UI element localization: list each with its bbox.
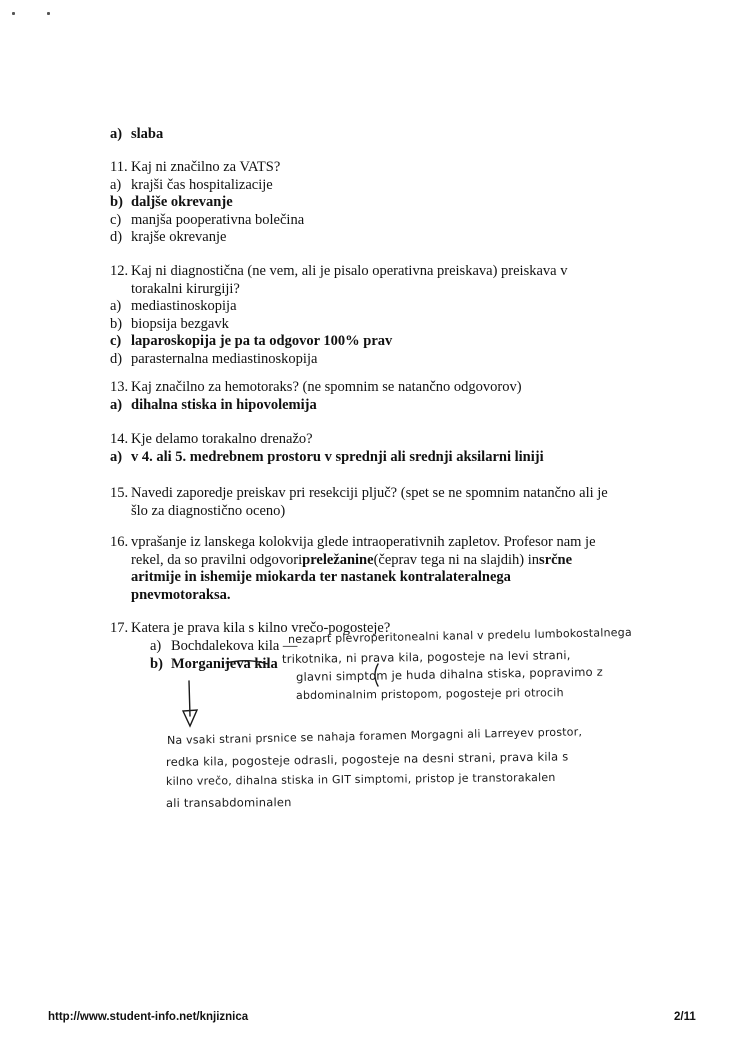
footer-url: http://www.student-info.net/knjiznica <box>48 1011 249 1023</box>
handwriting-b-line1: trikotnika, ni prava kila, pogosteje na levi strani, <box>281 647 571 666</box>
answer-option-d: d) parasternalna mediastinoskopija <box>110 350 318 367</box>
page-number: 2/11 <box>674 1011 696 1023</box>
answer-option-a: a) Bochdalekova kila — <box>150 638 298 654</box>
handwriting-note-line2: redka kila, pogosteje odrasli, pogosteje na desni strani, prava kila s <box>165 749 569 769</box>
answer-option-a: a) slaba <box>110 126 164 142</box>
question-text: 15. Navedi zaporedje preiskav pri resekciji pljuč? (spet se ne spomnim natančno ali je <box>110 485 608 501</box>
question-14 <box>110 431 670 466</box>
scan-mark <box>12 12 15 15</box>
answer-option-c: c) laparoskopija je pa ta odgovor 100% prav <box>110 333 393 350</box>
question-text-continued: aritmije in ishemije miokarda ter nastanek kontralateralnega <box>131 569 511 586</box>
answer-option-d: d) krajše okrevanje <box>110 229 227 246</box>
question-text: 11. Kaj ni značilno za VATS? <box>110 159 281 175</box>
question-16 <box>110 534 670 604</box>
handwriting-b-line3: abdominalnim pristopom, pogosteje pri otrocih <box>295 686 564 702</box>
handwriting-b-line2: glavni simptom je huda dihalna stiska, popravimo z <box>295 664 604 684</box>
scan-mark <box>47 12 50 15</box>
answer-option-a: a) mediastinoskopija <box>110 298 237 315</box>
question-text-continued: pnevmotoraksa. <box>131 586 231 603</box>
question-15 <box>110 485 670 520</box>
question-11 <box>110 159 670 247</box>
question-text-continued: torakalni kirurgiji? <box>131 280 240 297</box>
answer-option-a: a) krajši čas hospitalizacije <box>110 176 273 193</box>
question-text: 13. Kaj značilno za hemotoraks? (ne spomnim se natančno odgovorov) <box>110 379 522 395</box>
answer-option-b: b) daljše okrevanje <box>110 194 233 211</box>
question-13 <box>110 379 670 414</box>
handwriting-note-line1: Na vsaki strani prsnice se nahaja foramen Morgagni ali Larreyev prostor, <box>166 725 583 747</box>
answer-option-c: c) manjša pooperativna bolečina <box>110 211 305 228</box>
handwriting-a-line1: nezaprt plevroperitonealni kanal v predelu lumbokostalnega <box>287 625 632 646</box>
question-text-continued: rekel, da so pravilni odgovori preležanine (čeprav tega ni na slajdih) in srčne <box>131 551 573 568</box>
answer-option-a: a) dihalna stiska in hipovolemija <box>110 396 317 413</box>
question-text: 14. Kje delamo torakalno drenažo? <box>110 431 313 447</box>
question-text: 17. Katera je prava kila s kilno vrečo-pogosteje? <box>110 620 391 636</box>
question-text: 12. Kaj ni diagnostična (ne vem, ali je pisalo operativna preiskava) preiskava v <box>110 263 568 279</box>
handwriting-note-line3: kilno vrečo, dihalna stiska in GIT simptomi, pristop je transtorakalen <box>165 770 556 788</box>
question-text-continued: šlo za diagnostično oceno) <box>131 502 286 519</box>
q10-answer <box>110 126 670 144</box>
answer-option-b: b) biopsija bezgavk <box>110 315 229 332</box>
answer-option-b: b) Morganijeva kila <box>150 655 278 672</box>
down-arrow-icon <box>183 681 197 726</box>
handwriting-note-line4: ali transabdominalen <box>165 795 292 810</box>
question-12 <box>110 263 670 369</box>
answer-option-a: a) v 4. ali 5. medrebnem prostoru v sprednji ali srednji aksilarni liniji <box>110 448 544 465</box>
question-text: 16. vprašanje iz lanskega kolokvija glede intraoperativnih zapletov. Profesor nam je <box>110 534 596 550</box>
